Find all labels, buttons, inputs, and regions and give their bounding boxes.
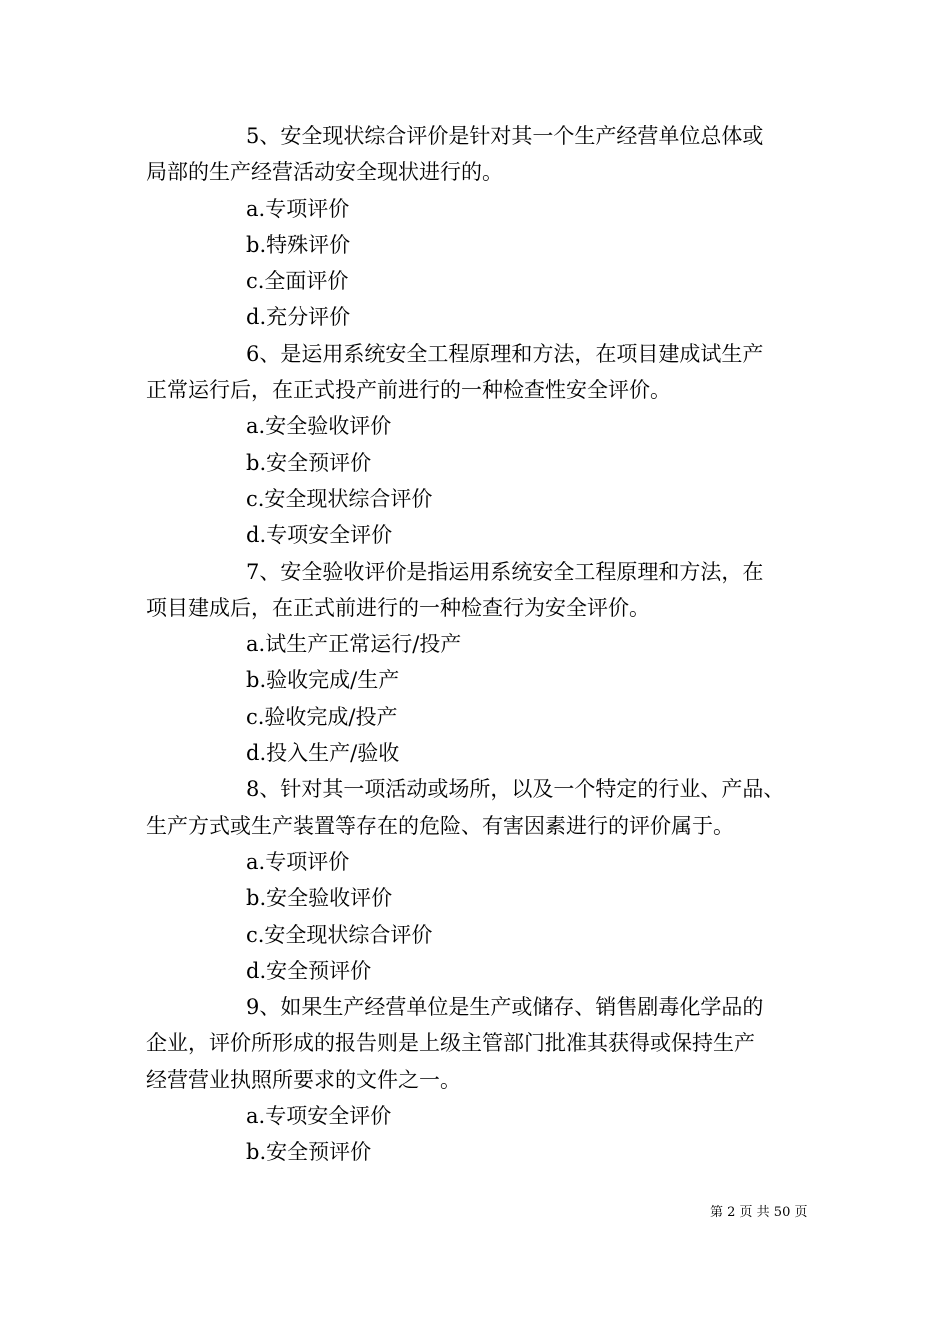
question-6-option-a: a.安全验收评价	[246, 414, 392, 439]
question-7-line-2: 项目建成后，在正式前进行的一种检查行为安全评价。	[146, 595, 650, 620]
question-5-line-2: 局部的生产经营活动安全现状进行的。	[146, 160, 503, 185]
question-6-option-c: c.安全现状综合评价	[246, 486, 433, 511]
question-5-option-d: d.充分评价	[246, 305, 351, 330]
question-7-option-d: d.投入生产/验收	[246, 741, 400, 766]
question-9-option-b: b.安全预评价	[246, 1140, 372, 1165]
question-8-option-d: d.安全预评价	[246, 958, 372, 983]
question-7-option-b: b.验收完成/生产	[246, 668, 400, 693]
question-9-line-3: 经营营业执照所要求的文件之一。	[146, 1067, 461, 1092]
question-8-line-2: 生产方式或生产装置等存在的危险、有害因素进行的评价属于。	[146, 813, 734, 838]
question-8-line-1: 8、针对其一项活动或场所，以及一个特定的行业、产品、	[246, 777, 785, 802]
question-6-option-d: d.专项安全评价	[246, 523, 393, 548]
question-7-line-1: 7、安全验收评价是指运用系统安全工程原理和方法，在	[246, 559, 764, 584]
page-number-footer: 第 2 页 共 50 页	[710, 1205, 808, 1220]
question-9-line-2: 企业，评价所形成的报告则是上级主管部门批准其获得或保持生产	[146, 1031, 755, 1056]
question-5-line-1: 5、安全现状综合评价是针对其一个生产经营单位总体或	[246, 124, 764, 148]
question-6-line-1: 6、是运用系统安全工程原理和方法，在项目建成试生产	[246, 341, 764, 366]
question-8-option-a: a.专项评价	[246, 849, 350, 874]
question-7-option-a: a.试生产正常运行/投产	[246, 632, 462, 657]
question-7-option-c: c.验收完成/投产	[246, 704, 398, 729]
document-body	[0, 118, 950, 1171]
question-8-option-b: b.安全验收评价	[246, 886, 393, 911]
question-5-option-a: a.专项评价	[246, 196, 350, 221]
question-9-option-a: a.专项安全评价	[246, 1104, 392, 1129]
question-5-option-b: b.特殊评价	[246, 232, 351, 257]
question-6-line-2: 正常运行后，在正式投产前进行的一种检查性安全评价。	[146, 378, 671, 403]
question-8-option-c: c.安全现状综合评价	[246, 922, 433, 947]
question-5-option-c: c.全面评价	[246, 269, 349, 294]
question-9-line-1: 9、如果生产经营单位是生产或储存、销售剧毒化学品的	[246, 995, 764, 1020]
question-6-option-b: b.安全预评价	[246, 450, 372, 475]
